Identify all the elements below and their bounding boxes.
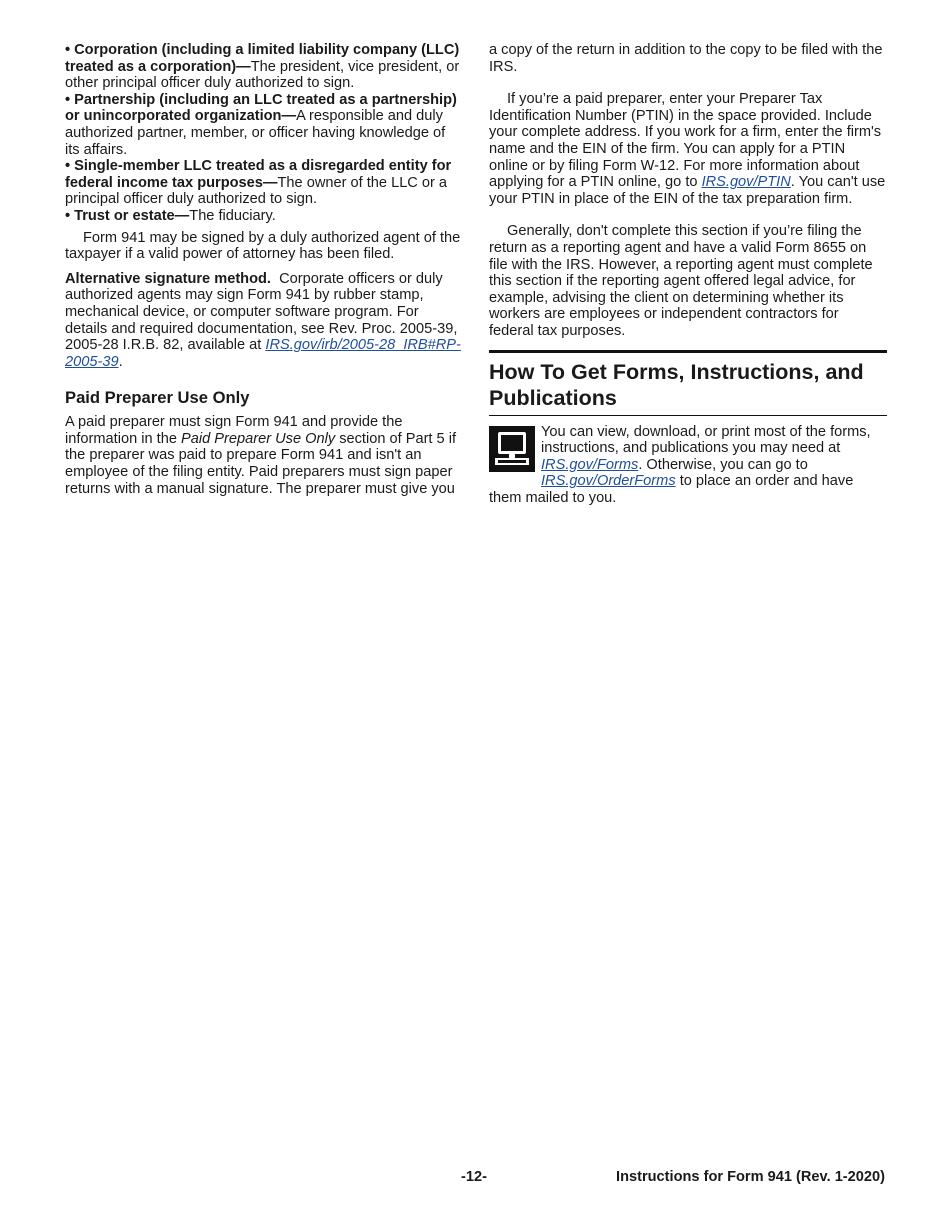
forms-text-c: to place an order and have them mailed to you. bbox=[489, 473, 854, 506]
heading-underline bbox=[489, 415, 887, 416]
bullet-text: The president, vice president, or other principal officer duly authorized to sign. bbox=[65, 58, 460, 92]
alternative-signature-paragraph bbox=[65, 271, 463, 371]
order-forms-link[interactable]: IRS.gov/OrderForms bbox=[541, 473, 676, 490]
alt-method-end: . bbox=[118, 353, 123, 370]
bullet-text: The fiduciary. bbox=[189, 207, 276, 224]
paid-preparer-heading: Paid Preparer Use Only bbox=[65, 388, 250, 408]
reporting-agent-paragraph: Generally, don't complete this section if you’re filing the return as a reporting agent and have a valid Form 8655 on file with the IRS. However, a reporting agent must complete this section if the reporting agent offered legal advice, for example, advising the client on determining whether its workers are employees or independent contractors for federal tax purposes. bbox=[489, 223, 873, 339]
forms-paragraph bbox=[489, 424, 887, 507]
ptin-link[interactable]: IRS.gov/PTIN bbox=[701, 174, 791, 191]
bullet-bold: Partnership (including an LLC treated as a partnership) or unincorporated organization— bbox=[65, 91, 457, 125]
ptin-text-a: If you’re a paid preparer, enter your Preparer Tax Identification Number (PTIN) in the space provided. Include your complete address. If you work for a firm, enter the firm's name and the EIN of the firm. You can apply for a PTIN online or by filing Form W-12. For more information about applying for a PTIN online, go to bbox=[489, 91, 882, 191]
forms-text-b: . Otherwise, you can go to bbox=[638, 456, 808, 473]
section-divider bbox=[489, 350, 887, 353]
irb-link[interactable]: IRS.gov/irb/2005-28_IRB#RP-2005-39 bbox=[65, 337, 461, 370]
bullet-text: The owner of the LLC or a principal officer duly authorized to sign. bbox=[65, 174, 448, 208]
paid-preparer-text-b: section of Part 5 if the preparer was paid to prepare Form 941 and isn't an employee of the filing entity. Paid preparers must sign paper returns with a manual signature. The preparer must give you bbox=[65, 430, 457, 497]
paid-preparer-paragraph bbox=[65, 414, 463, 497]
bullet-bold: Single-member LLC treated as a disregarded entity for federal income tax purposes— bbox=[65, 158, 452, 191]
ptin-text-b: . You can't use your PTIN in place of the EIN of the tax preparation firm. bbox=[489, 174, 886, 207]
irs-forms-link[interactable]: IRS.gov/Forms bbox=[541, 456, 639, 473]
bullet-icon: • bbox=[65, 42, 71, 58]
page-number: -12- bbox=[461, 1169, 487, 1185]
ptin-paragraph bbox=[489, 91, 887, 207]
forms-block bbox=[489, 424, 887, 507]
bullet-bold: Trust or estate— bbox=[74, 207, 190, 224]
bullet-item bbox=[65, 92, 463, 158]
forms-section-heading: How To Get Forms, Instructions, and Publications bbox=[489, 359, 864, 410]
paid-preparer-text-a: A paid preparer must sign Form 941 and provide the information in the bbox=[65, 414, 403, 447]
left-column bbox=[65, 42, 463, 497]
document-title: Instructions for Form 941 (Rev. 1-2020) bbox=[616, 1169, 885, 1185]
computer-icon bbox=[489, 426, 535, 472]
forms-text-a: You can view, download, or print most of the forms, instructions, and publications you may need at bbox=[541, 423, 871, 457]
right-column bbox=[489, 42, 887, 506]
alt-method-text: Corporate officers or duly authorized agents may sign Form 941 by rubber stamp, mechanical device, or computer software program. For details and required documentation, see Rev. Proc. 2005-39, 2005-28 I.R.B. 82, available at bbox=[65, 270, 458, 354]
bullet-item bbox=[65, 208, 463, 225]
continuation-paragraph: a copy of the return in addition to the copy to be filed with the IRS. bbox=[489, 42, 883, 75]
agent-paragraph: Form 941 may be signed by a duly authorized agent of the taxpayer if a valid power of attorney has been filed. bbox=[65, 229, 461, 263]
paid-preparer-italic: Paid Preparer Use Only bbox=[181, 430, 336, 447]
bullet-icon: • bbox=[65, 158, 71, 175]
bullet-text: A responsible and duly authorized partner, member, or officer having knowledge of its affairs. bbox=[65, 108, 446, 158]
bullet-icon: • bbox=[65, 91, 71, 108]
bullet-icon: • bbox=[65, 207, 71, 224]
bullet-bold: Corporation (including a limited liability company (LLC) treated as a corporation)— bbox=[65, 42, 460, 75]
bullet-item bbox=[65, 42, 463, 92]
bullet-item bbox=[65, 158, 463, 208]
alt-method-heading: Alternative signature method. bbox=[65, 270, 271, 287]
